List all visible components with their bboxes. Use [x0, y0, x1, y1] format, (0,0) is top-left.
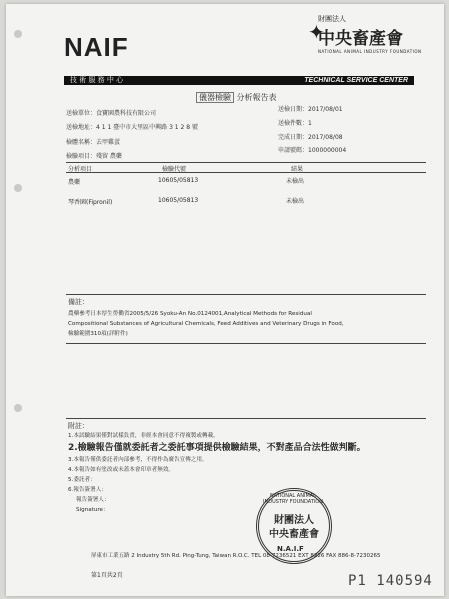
punch-hole [14, 404, 22, 412]
row-item: 琴香園(Fipronil) [68, 199, 113, 206]
serial-number: P1 140594 [348, 573, 433, 589]
row-result: 未檢出 [286, 198, 305, 205]
field-item: 檢驗項目：殘留 農藥 [66, 153, 122, 160]
col-result: 結果 [291, 166, 304, 173]
field-app-no: 申請號碼：1000000004 [278, 147, 347, 154]
report-sheet [6, 4, 444, 596]
seal-foot: N.A.I.F [277, 545, 304, 553]
footer-address: 屏東市工業五路 2 Industry 5th Rd. Ping-Tung, Taiwan R.O.C. TEL 08-7236521 EXT 8226 FAX 886-8-7230265 [91, 553, 381, 559]
seal-line2: 中央畜產會 [269, 529, 319, 540]
field-address: 送檢地址：4 1 1 臺中市大里區中興路 3 1 2 8 號 [66, 124, 198, 131]
seal-ring-text: NATIONAL ANIMAL INDUSTRY FOUNDATION [263, 493, 323, 505]
row-code: 10605/05813 [158, 177, 199, 184]
row-result: 未檢出 [286, 178, 305, 185]
org-sub: 財團法人 [318, 15, 346, 23]
notes-label: 附註： [68, 422, 89, 430]
page-counter: 第1頁共2頁 [91, 572, 123, 579]
method-line: 檢驗範圍310項(詳附件) [68, 331, 128, 337]
note-line: 4.本報告如有塗改或未蓋本會印章者無效。 [68, 467, 175, 473]
sign-label: 報告簽署人： [76, 497, 110, 503]
title-rest: 分析報告表 [236, 93, 277, 102]
service-banner [64, 76, 414, 85]
table-header [66, 162, 426, 173]
method-line: 農藥參考日本厚生勞働省2005/5/26 Syoku-An No.0124001,Analytical Methods for Residual [68, 311, 312, 317]
punch-hole [14, 30, 22, 38]
row-code: 10605/05813 [158, 197, 199, 204]
org-logo [308, 14, 422, 54]
field-sample: 檢體名稱：去甲雞蛋 [66, 139, 121, 146]
field-sender: 送檢單位：食寶園農科技有限公司 [66, 110, 157, 117]
org-en: NATIONAL ANIMAL INDUSTRY FOUNDATION [318, 49, 422, 54]
note-line: 5.委託者： [68, 477, 96, 483]
note-line: 3.本報告僅供委託者內部參考，不得作為廣告宣傳之用。 [68, 457, 208, 463]
col-item: 分析項目 [68, 166, 93, 173]
note-line: 1.本試驗結果僅對試樣負責，非經本會同意不得複製或轉載。 [68, 433, 219, 439]
note-line: 6.報告簽署人： [68, 487, 107, 493]
field-complete-date: 完成日期：2017/08/08 [278, 134, 343, 141]
col-code: 檢驗代號 [162, 166, 187, 173]
field-count: 送檢件數：1 [278, 120, 312, 127]
title-box: 儀器檢驗 [196, 92, 234, 103]
punch-hole [14, 184, 22, 192]
field-submit-date: 送檢日期：2017/08/01 [278, 106, 343, 113]
method-label: 備註： [68, 298, 89, 306]
seal-line1: 財團法人 [274, 515, 314, 526]
note-line: 2.檢驗報告僅就委託者之委託事項提供檢驗結果，不對產品合法性做判斷。 [68, 443, 366, 453]
org-name: 中央畜產會 [318, 29, 403, 49]
taiwan-map-icon: ✦ [308, 20, 325, 44]
naif-logo: NAIF [64, 32, 129, 62]
method-section [66, 294, 426, 344]
sign-en: Signature： [76, 507, 109, 513]
method-line: Compositional Substances of Agricultural Chemicals, Feed Additives and Veterinary Drugs in Food， [68, 321, 348, 327]
banner-left: 技 術 服 務 中 心 [70, 76, 124, 84]
report-title [196, 92, 277, 103]
row-item: 農藥 [68, 179, 81, 186]
banner-right: TECHNICAL SERVICE CENTER [304, 77, 408, 84]
